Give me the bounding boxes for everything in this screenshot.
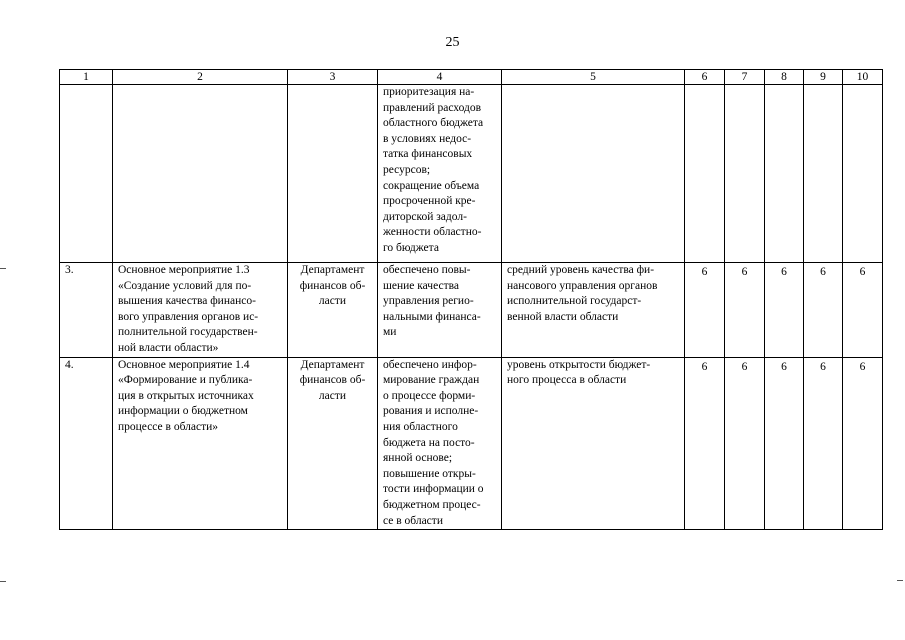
row-number-cell: [60, 85, 113, 263]
value-cell: [725, 85, 765, 263]
value-cell: [765, 85, 804, 263]
responsible-cell: Департамент финансов об- ласти: [288, 357, 378, 530]
table-row: [60, 85, 883, 263]
column-number: 6: [685, 70, 725, 85]
result-cell: обеспечено повы- шение качества управления регио- нальными финанса- ми: [378, 263, 502, 358]
value-cell: 6: [843, 263, 883, 358]
responsible-cell: [288, 85, 378, 263]
value-cell: 6: [725, 263, 765, 358]
column-numbers-row: [60, 70, 883, 85]
scan-edge-mark: [0, 268, 6, 269]
value-cell: [804, 85, 843, 263]
indicator-cell: уровень открытости бюджет- ного процесса в области: [502, 357, 685, 530]
activities-table: [59, 69, 883, 530]
table-row: [60, 263, 883, 358]
value-cell: [843, 85, 883, 263]
column-number: 10: [843, 70, 883, 85]
indicator-cell: средний уровень качества фи- нансового управления органов исполнительной государст- венной власти области: [502, 263, 685, 358]
value-cell: 6: [765, 357, 804, 530]
column-number: 1: [60, 70, 113, 85]
value-cell: 6: [843, 357, 883, 530]
value-cell: 6: [725, 357, 765, 530]
responsible-cell: Департамент финансов об- ласти: [288, 263, 378, 358]
table-row: [60, 357, 883, 530]
column-number: 9: [804, 70, 843, 85]
value-cell: 6: [685, 263, 725, 358]
column-number: 4: [378, 70, 502, 85]
activity-cell: Основное мероприятие 1.3 «Создание условий для по- вышения качества финансо- вого управления органов ис- полнительной государствен- ной власти области»: [113, 263, 288, 358]
scan-edge-mark: [897, 580, 903, 581]
column-number: 7: [725, 70, 765, 85]
scan-edge-mark: [0, 581, 6, 582]
value-cell: 6: [765, 263, 804, 358]
value-cell: 6: [804, 357, 843, 530]
value-cell: 6: [804, 263, 843, 358]
row-number-cell: 4.: [60, 357, 113, 530]
activity-cell: Основное мероприятие 1.4 «Формирование и публика- ция в открытых источниках информации о бюджетном процессе в области»: [113, 357, 288, 530]
column-number: 8: [765, 70, 804, 85]
value-cell: [685, 85, 725, 263]
column-number: 2: [113, 70, 288, 85]
page-number: 25: [445, 35, 460, 50]
row-number-cell: 3.: [60, 263, 113, 358]
value-cell: 6: [685, 357, 725, 530]
result-cell: обеспечено инфор- мирование граждан о процессе форми- рования и исполне- ния областного бюджета на посто- янной основе; повышение откры- тости информации о бюджетном процес- се в области: [378, 357, 502, 530]
result-cell: приоритезация на- правлений расходов областного бюджета в условиях недос- татка финансовых ресурсов; сокращение объема просроченной кре- диторской задол- женности областно- го бюджета: [378, 85, 502, 263]
activity-cell: [113, 85, 288, 263]
column-number: 5: [502, 70, 685, 85]
indicator-cell: [502, 85, 685, 263]
column-number: 3: [288, 70, 378, 85]
